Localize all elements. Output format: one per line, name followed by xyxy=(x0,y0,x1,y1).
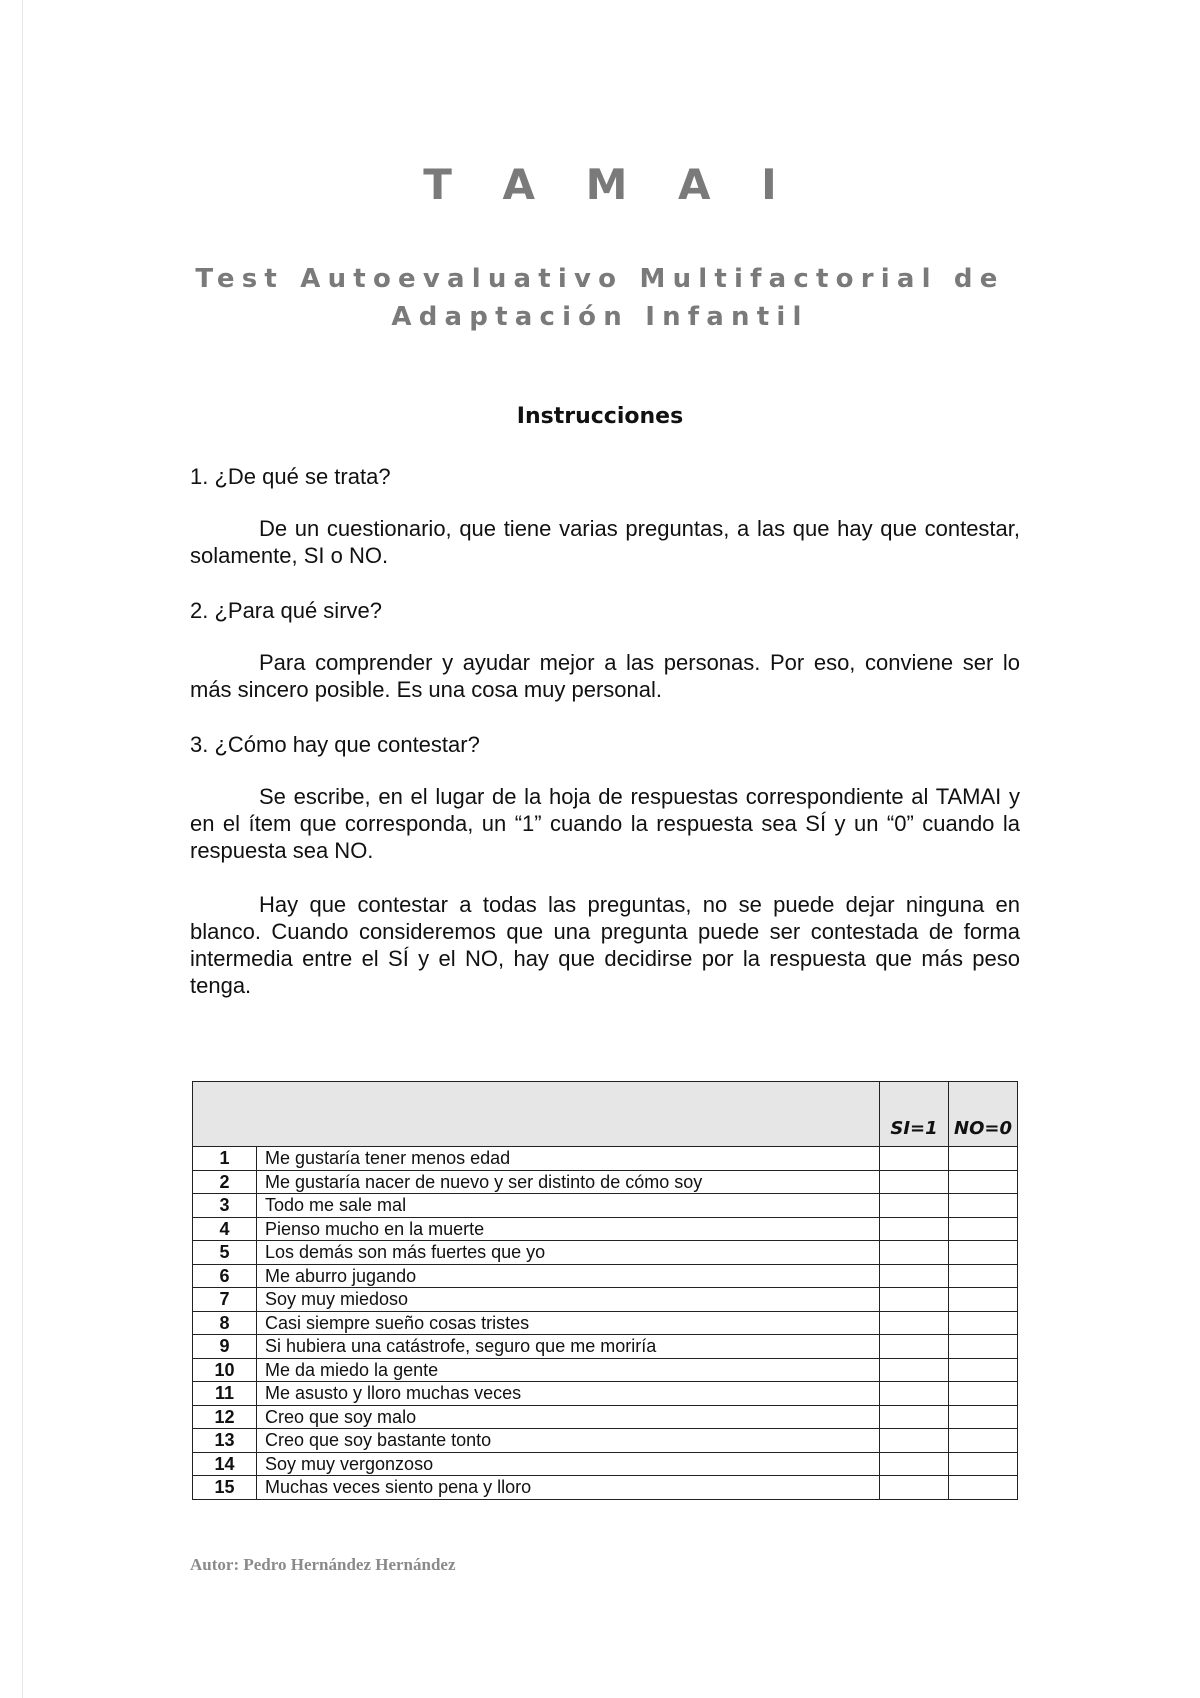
answer-cell-yes[interactable] xyxy=(880,1311,949,1335)
paragraph: Hay que contestar a todas las preguntas, no se puede dejar ninguna en blanco. Cuando consideremos que una pregunta puede ser contestada de forma intermedia entre el SÍ y el NO, hay que decidirse por la respuesta que más peso tenga. xyxy=(190,892,1020,998)
author-credit: Autor: Pedro Hernández Hernández xyxy=(190,1555,456,1574)
table-row xyxy=(193,1358,1018,1382)
answer-cell-no[interactable] xyxy=(949,1382,1018,1406)
page-edge-line xyxy=(22,0,23,1698)
item-number: 9 xyxy=(193,1335,257,1359)
item-text: Creo que soy bastante tonto xyxy=(257,1429,880,1453)
answer-cell-yes[interactable] xyxy=(880,1476,949,1500)
item-text: Me gustaría nacer de nuevo y ser distinto de cómo soy xyxy=(257,1170,880,1194)
answer-cell-yes[interactable] xyxy=(880,1452,949,1476)
instructions-heading: Instrucciones xyxy=(516,404,684,429)
answer-cell-no[interactable] xyxy=(949,1194,1018,1218)
answer-table xyxy=(192,1081,1018,1500)
table-row xyxy=(193,1335,1018,1359)
answer-cell-no[interactable] xyxy=(949,1217,1018,1241)
item-number: 7 xyxy=(193,1288,257,1312)
item-text: Muchas veces siento pena y lloro xyxy=(257,1476,880,1500)
item-text: Me aburro jugando xyxy=(257,1264,880,1288)
paragraph: Para comprender y ayudar mejor a las personas. Por eso, conviene ser lo más sincero posible. Es una cosa muy personal. xyxy=(190,650,1020,702)
item-number: 15 xyxy=(193,1476,257,1500)
table-row xyxy=(193,1429,1018,1453)
item-number: 1 xyxy=(193,1147,257,1171)
table-row xyxy=(193,1170,1018,1194)
item-text: Me asusto y lloro muchas veces xyxy=(257,1382,880,1406)
question-heading: 2. ¿Para qué sirve? xyxy=(190,598,382,623)
item-number: 10 xyxy=(193,1358,257,1382)
table-row xyxy=(193,1382,1018,1406)
section-paragraph-2 xyxy=(190,649,1020,703)
item-text: Pienso mucho en la muerte xyxy=(257,1217,880,1241)
document-subtitle: Test Autoevaluativo Multifactorial de Adaptación Infantil xyxy=(195,264,1005,332)
table-header-row xyxy=(193,1082,1018,1147)
answer-cell-yes[interactable] xyxy=(880,1358,949,1382)
answer-cell-no[interactable] xyxy=(949,1405,1018,1429)
answer-cell-yes[interactable] xyxy=(880,1264,949,1288)
answer-cell-no[interactable] xyxy=(949,1311,1018,1335)
item-number: 6 xyxy=(193,1264,257,1288)
paragraph: Se escribe, en el lugar de la hoja de respuestas correspondiente al TAMAI y en el ítem que corresponda, un “1” cuando la respuesta sea SÍ y un “0” cuando la respuesta sea NO. xyxy=(190,784,1020,863)
item-text: Todo me sale mal xyxy=(257,1194,880,1218)
answer-cell-yes[interactable] xyxy=(880,1194,949,1218)
answer-cell-yes[interactable] xyxy=(880,1429,949,1453)
item-text: Me gustaría tener menos edad xyxy=(257,1147,880,1171)
item-number: 4 xyxy=(193,1217,257,1241)
document-title: T A M A I xyxy=(423,160,795,209)
item-text: Casi siempre sueño cosas tristes xyxy=(257,1311,880,1335)
answer-cell-no[interactable] xyxy=(949,1429,1018,1453)
answer-cell-no[interactable] xyxy=(949,1170,1018,1194)
table-row xyxy=(193,1217,1018,1241)
answer-cell-no[interactable] xyxy=(949,1335,1018,1359)
section-paragraph-1 xyxy=(190,515,1020,569)
section-question-3 xyxy=(190,731,1020,758)
section-question-1 xyxy=(190,463,1020,490)
answer-cell-yes[interactable] xyxy=(880,1288,949,1312)
item-number: 2 xyxy=(193,1170,257,1194)
table-row xyxy=(193,1241,1018,1265)
table-row xyxy=(193,1288,1018,1312)
paragraph: De un cuestionario, que tiene varias preguntas, a las que hay que contestar, solamente, SI o NO. xyxy=(190,516,1020,568)
answer-cell-no[interactable] xyxy=(949,1288,1018,1312)
item-text: Si hubiera una catástrofe, seguro que me moriría xyxy=(257,1335,880,1359)
table-row xyxy=(193,1194,1018,1218)
table-row xyxy=(193,1147,1018,1171)
item-text: Los demás son más fuertes que yo xyxy=(257,1241,880,1265)
question-heading: 3. ¿Cómo hay que contestar? xyxy=(190,732,480,757)
item-text: Me da miedo la gente xyxy=(257,1358,880,1382)
section-paragraph-4 xyxy=(190,891,1020,999)
item-text: Creo que soy malo xyxy=(257,1405,880,1429)
answer-cell-yes[interactable] xyxy=(880,1382,949,1406)
answer-cell-yes[interactable] xyxy=(880,1217,949,1241)
table-header-blank xyxy=(193,1082,880,1147)
table-row xyxy=(193,1405,1018,1429)
answer-cell-yes[interactable] xyxy=(880,1170,949,1194)
answer-cell-no[interactable] xyxy=(949,1147,1018,1171)
section-paragraph-3 xyxy=(190,783,1020,864)
table-row xyxy=(193,1452,1018,1476)
item-number: 14 xyxy=(193,1452,257,1476)
answer-cell-no[interactable] xyxy=(949,1452,1018,1476)
item-text: Soy muy miedoso xyxy=(257,1288,880,1312)
item-number: 12 xyxy=(193,1405,257,1429)
answer-cell-yes[interactable] xyxy=(880,1335,949,1359)
item-number: 11 xyxy=(193,1382,257,1406)
answer-cell-no[interactable] xyxy=(949,1264,1018,1288)
item-number: 5 xyxy=(193,1241,257,1265)
answer-cell-yes[interactable] xyxy=(880,1241,949,1265)
question-heading: 1. ¿De qué se trata? xyxy=(190,464,391,489)
column-header-no: NO=0 xyxy=(949,1082,1018,1147)
answer-cell-no[interactable] xyxy=(949,1358,1018,1382)
table-row xyxy=(193,1264,1018,1288)
table-row xyxy=(193,1311,1018,1335)
item-text: Soy muy vergonzoso xyxy=(257,1452,880,1476)
answer-cell-yes[interactable] xyxy=(880,1405,949,1429)
column-header-yes: SI=1 xyxy=(880,1082,949,1147)
item-number: 8 xyxy=(193,1311,257,1335)
item-number: 3 xyxy=(193,1194,257,1218)
section-question-2 xyxy=(190,597,1020,624)
item-number: 13 xyxy=(193,1429,257,1453)
table-row xyxy=(193,1476,1018,1500)
answer-cell-no[interactable] xyxy=(949,1476,1018,1500)
answer-cell-yes[interactable] xyxy=(880,1147,949,1171)
answer-cell-no[interactable] xyxy=(949,1241,1018,1265)
